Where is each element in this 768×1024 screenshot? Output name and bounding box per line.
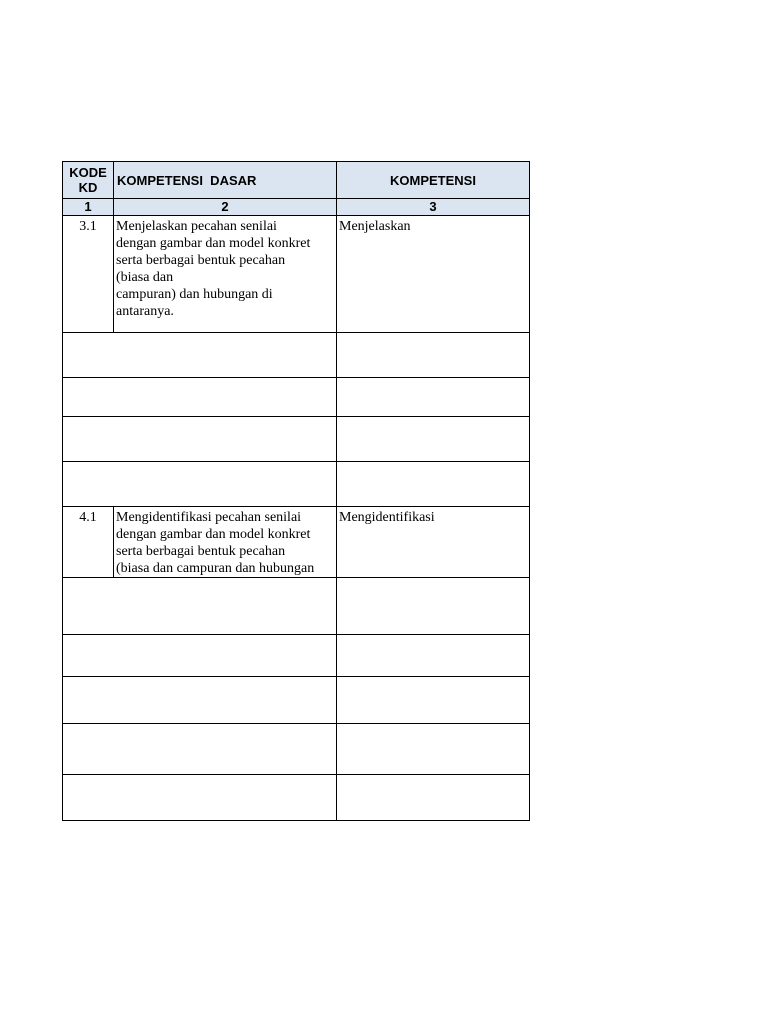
description-line: antaranya.	[116, 304, 174, 319]
empty-cell	[337, 417, 530, 462]
table-row	[63, 507, 530, 578]
table-row	[63, 378, 530, 417]
empty-cell	[63, 578, 337, 635]
table-row	[63, 775, 530, 821]
description-line: serta berbagai bentuk pecahan	[116, 253, 286, 268]
column-number-row	[63, 199, 530, 216]
empty-cell	[63, 724, 337, 775]
empty-cell	[63, 775, 337, 821]
kd-code: 3.1	[63, 216, 114, 333]
empty-cell	[337, 578, 530, 635]
empty-cell	[63, 462, 337, 507]
empty-cell	[337, 333, 530, 378]
empty-cell	[337, 775, 530, 821]
table-row	[63, 333, 530, 378]
kd-description	[114, 507, 337, 578]
table-row	[63, 462, 530, 507]
empty-cell	[337, 724, 530, 775]
column-number-2: 2	[114, 199, 337, 216]
empty-cell	[63, 378, 337, 417]
table-header-row	[63, 162, 530, 199]
table-row	[63, 417, 530, 462]
empty-cell	[63, 333, 337, 378]
empty-cell	[337, 677, 530, 724]
column-number-3: 3	[337, 199, 530, 216]
kd-code: 4.1	[63, 507, 114, 578]
description-line: dengan gambar dan model konkret	[116, 236, 311, 251]
column-number-1: 1	[63, 199, 114, 216]
table-row	[63, 216, 530, 333]
description-line: campuran) dan hubungan di	[116, 287, 273, 302]
table-row	[63, 635, 530, 677]
description-line: (biasa dan campuran dan hubungan	[116, 561, 315, 576]
header-kode-kd	[63, 162, 114, 199]
table-row	[63, 578, 530, 635]
kompetensi-table	[62, 161, 530, 821]
description-line: (biasa dan	[116, 270, 174, 285]
empty-cell	[63, 677, 337, 724]
header-kompetensi-dasar: KOMPETENSI DASAR	[114, 162, 337, 199]
empty-cell	[337, 635, 530, 677]
kompetensi-value: Mengidentifikasi	[337, 507, 530, 578]
empty-cell	[337, 462, 530, 507]
description-line: Mengidentifikasi pecahan senilai	[116, 510, 302, 525]
empty-cell	[63, 635, 337, 677]
table-row	[63, 724, 530, 775]
description-line: dengan gambar dan model konkret	[116, 527, 311, 542]
header-kompetensi: KOMPETENSI	[337, 162, 530, 199]
header-kode-line2: KD	[78, 180, 98, 195]
kd-description	[114, 216, 337, 333]
empty-cell	[63, 417, 337, 462]
description-line: serta berbagai bentuk pecahan	[116, 544, 286, 559]
empty-cell	[337, 378, 530, 417]
description-line: Menjelaskan pecahan senilai	[116, 219, 277, 234]
kompetensi-value: Menjelaskan	[337, 216, 530, 333]
header-kode-line1: KODE	[69, 165, 107, 180]
table-row	[63, 677, 530, 724]
